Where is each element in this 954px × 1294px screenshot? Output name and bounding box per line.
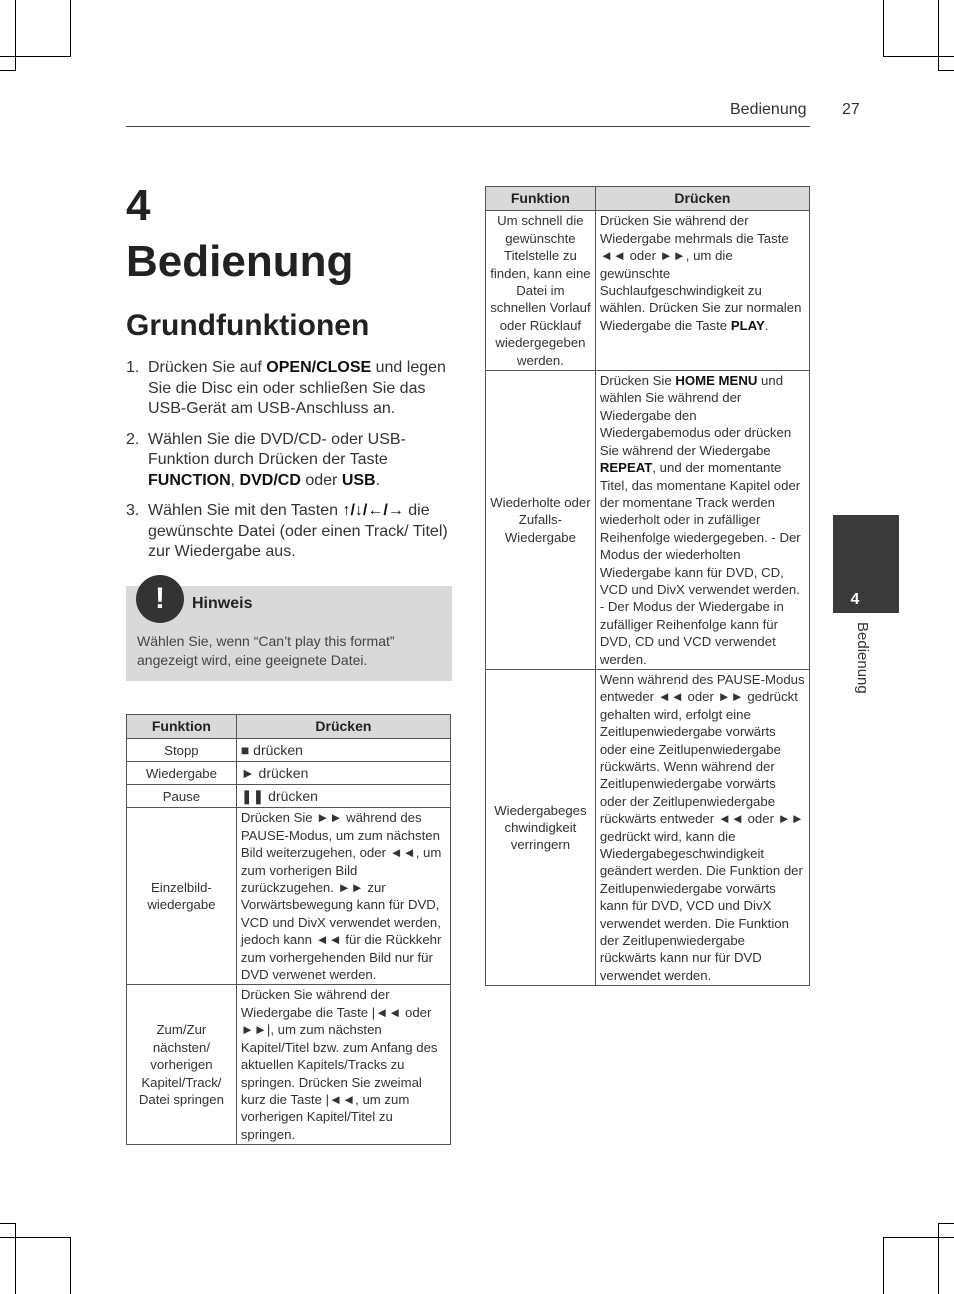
arrow-keys-icon: ↑/↓/←/→	[342, 502, 404, 519]
key-label: PLAY	[730, 317, 765, 333]
function-cell: Pause	[127, 785, 237, 808]
table-row	[127, 808, 451, 985]
table-row	[486, 371, 810, 670]
side-tab-label: Bedienung	[854, 622, 871, 694]
crop-mark	[70, 0, 71, 57]
note-text: Wählen Sie, wenn “Can’t play this format” angezeigt wird, eine geeignete Datei.	[137, 633, 395, 668]
crop-mark	[939, 1223, 954, 1224]
step-text: Drücken Sie auf	[148, 359, 267, 376]
step-text: Wählen Sie mit den Tasten	[148, 502, 343, 519]
step-text: .	[375, 471, 381, 489]
crop-mark	[15, 0, 16, 71]
press-cell	[595, 211, 809, 371]
crop-mark	[883, 0, 884, 57]
table-row	[127, 762, 451, 785]
step-text: oder	[300, 471, 342, 489]
function-cell: Wiedergabeges chwindigkeit verringern	[486, 669, 596, 985]
crop-mark	[0, 70, 15, 71]
step-item	[126, 430, 456, 492]
press-text: .	[764, 317, 769, 333]
press-cell: Drücken Sie ►► während des PAUSE-Modus, um zum nächsten Bild weiterzugehen, oder ◄◄, um zum vorherigen Bild zurückzugehen. ►► zur Vorwärtsbewegung kann für DVD, VCD und DivX verwendet werden, jedoch kann ◄◄ für die Rückkehr zum vorhergehenden Bild nur für DVD verwenet werden.	[236, 808, 450, 985]
table-row	[127, 985, 451, 1145]
crop-mark	[938, 0, 939, 71]
crop-mark	[939, 70, 954, 71]
step-text: Wählen Sie die DVD/CD- oder USB-Funktion durch Drücken der Taste	[148, 430, 406, 468]
page-number: 27	[842, 101, 860, 118]
table-row	[127, 785, 451, 808]
table-header-row	[127, 715, 451, 739]
step-number: 1.	[126, 359, 140, 376]
note-title: Hinweis	[192, 595, 253, 612]
function-cell: Wiederholte oder Zufalls-Wiedergabe	[486, 371, 596, 670]
press-text: Drücken Sie während der Wiedergabe mehrmals die Taste ◄◄ oder ►►, um die gewünschte Suchlaufgeschwindigkeit zu wählen. Drücken Sie zur normalen Wiedergabe die Taste	[599, 213, 802, 333]
crop-mark	[0, 1237, 71, 1238]
press-cell: Wenn während des PAUSE-Modus entweder ◄◄ oder ►► gedrückt gehalten wird, erfolgt eine Zeitlupenwiedergabe vorwärts oder eine Zeitlupenwiedergabe rückwärts. Wenn während der Zeitlupenwiedergabe vorwärts oder der Zeitlupenwiedergabe rückwärts entweder ◄◄ oder ►► gedrückt wird, kann die Wiedergabegeschwindigkeit geändert werden. Die Funktion der Zeitlupenwiedergabe vorwärts kann für DVD, VCD und DivX verwendet werden. Die Funktion der Zeitlupenwiedergabe rückwärts kann nur für DVD verwendet werden.	[595, 669, 809, 985]
crop-mark	[938, 1223, 939, 1294]
step-text: ,	[230, 471, 240, 489]
column-header: Funktion	[486, 187, 596, 211]
press-text: und wählen Sie während der Wiedergabe den Wiedergabemodus oder drücken Sie während der Wiedergabe	[599, 373, 792, 458]
crop-mark	[0, 1223, 15, 1224]
crop-mark	[883, 56, 954, 57]
table-row	[127, 739, 451, 762]
function-cell: Stopp	[127, 739, 237, 762]
column-header: Drücken	[595, 187, 809, 211]
running-header-title: Bedienung	[730, 101, 807, 118]
column-header: Funktion	[127, 715, 237, 739]
side-tab-number: 4	[850, 591, 860, 608]
function-table-right	[485, 186, 810, 986]
note-box	[126, 582, 452, 681]
table-row	[486, 669, 810, 985]
chapter-side-tab	[833, 515, 899, 613]
header-rule	[126, 126, 810, 127]
key-label: DVD/CD	[239, 471, 301, 489]
key-label: OPEN/CLOSE	[266, 359, 372, 376]
function-cell: Um schnell die gewünschte Titelstelle zu finden, kann eine Datei im schnellen Vorlauf oder Rücklauf wiedergegeben werden.	[486, 211, 596, 371]
crop-mark	[70, 1237, 71, 1294]
step-number: 3.	[126, 502, 140, 519]
function-table-left	[126, 714, 451, 1145]
key-label: USB	[341, 471, 376, 489]
key-label: FUNCTION	[148, 471, 231, 489]
function-cell: Einzelbild-wiedergabe	[127, 808, 237, 985]
function-cell: Zum/Zur nächsten/ vorherigen Kapitel/Track/ Datei springen	[127, 985, 237, 1145]
table-row	[486, 211, 810, 371]
press-cell: ❚❚ drücken	[236, 785, 450, 808]
step-text: die gewünschte Datei (oder einen Track/ Titel) zur Wiedergabe aus.	[148, 502, 448, 560]
crop-mark	[883, 1237, 884, 1294]
step-text: und legen Sie die Disc ein oder schließen Sie das USB-Gerät am USB-Anschluss an.	[148, 359, 446, 417]
key-label: REPEAT	[599, 460, 653, 476]
chapter-number: 4	[126, 181, 151, 230]
press-text: , und der momentante Titel, das momentane Kapitel oder der momentane Track werden wiederholt oder in zufälliger Reihenfolge wiedergegeben. - Der Modus der wiederholten Wiedergabe kann für DVD, CD, VCD und DivX verwendet werden. - Der Modus der Wiedergabe in zufälliger Reihenfolge kann für DVD, CD und VCD verwendet werden.	[599, 460, 801, 667]
section-title: Grundfunktionen	[126, 309, 370, 342]
step-number: 2.	[126, 430, 140, 448]
press-cell	[595, 371, 809, 670]
step-item	[126, 501, 456, 563]
step-list	[126, 358, 456, 573]
exclamation-icon: !	[136, 575, 184, 623]
crop-mark	[15, 1223, 16, 1294]
step-item	[126, 358, 456, 420]
press-cell: Drücken Sie während der Wiedergabe die Taste |◄◄ oder ►►|, um zum nächsten Kapitel/Titel bzw. zum Anfang des aktuellen Kapitels/Tracks zu springen. Drücken Sie zweimal kurz die Taste |◄◄, um zum vorherigen Kapitel/Titel zu springen.	[236, 985, 450, 1145]
key-label: HOME MENU	[675, 373, 758, 389]
function-cell: Wiedergabe	[127, 762, 237, 785]
press-text: Drücken Sie	[599, 373, 676, 389]
chapter-title: Bedienung	[126, 237, 354, 286]
crop-mark	[0, 56, 71, 57]
crop-mark	[883, 1237, 954, 1238]
press-cell: ■ drücken	[236, 739, 450, 762]
column-header: Drücken	[236, 715, 450, 739]
press-cell: ► drücken	[236, 762, 450, 785]
table-header-row	[486, 187, 810, 211]
